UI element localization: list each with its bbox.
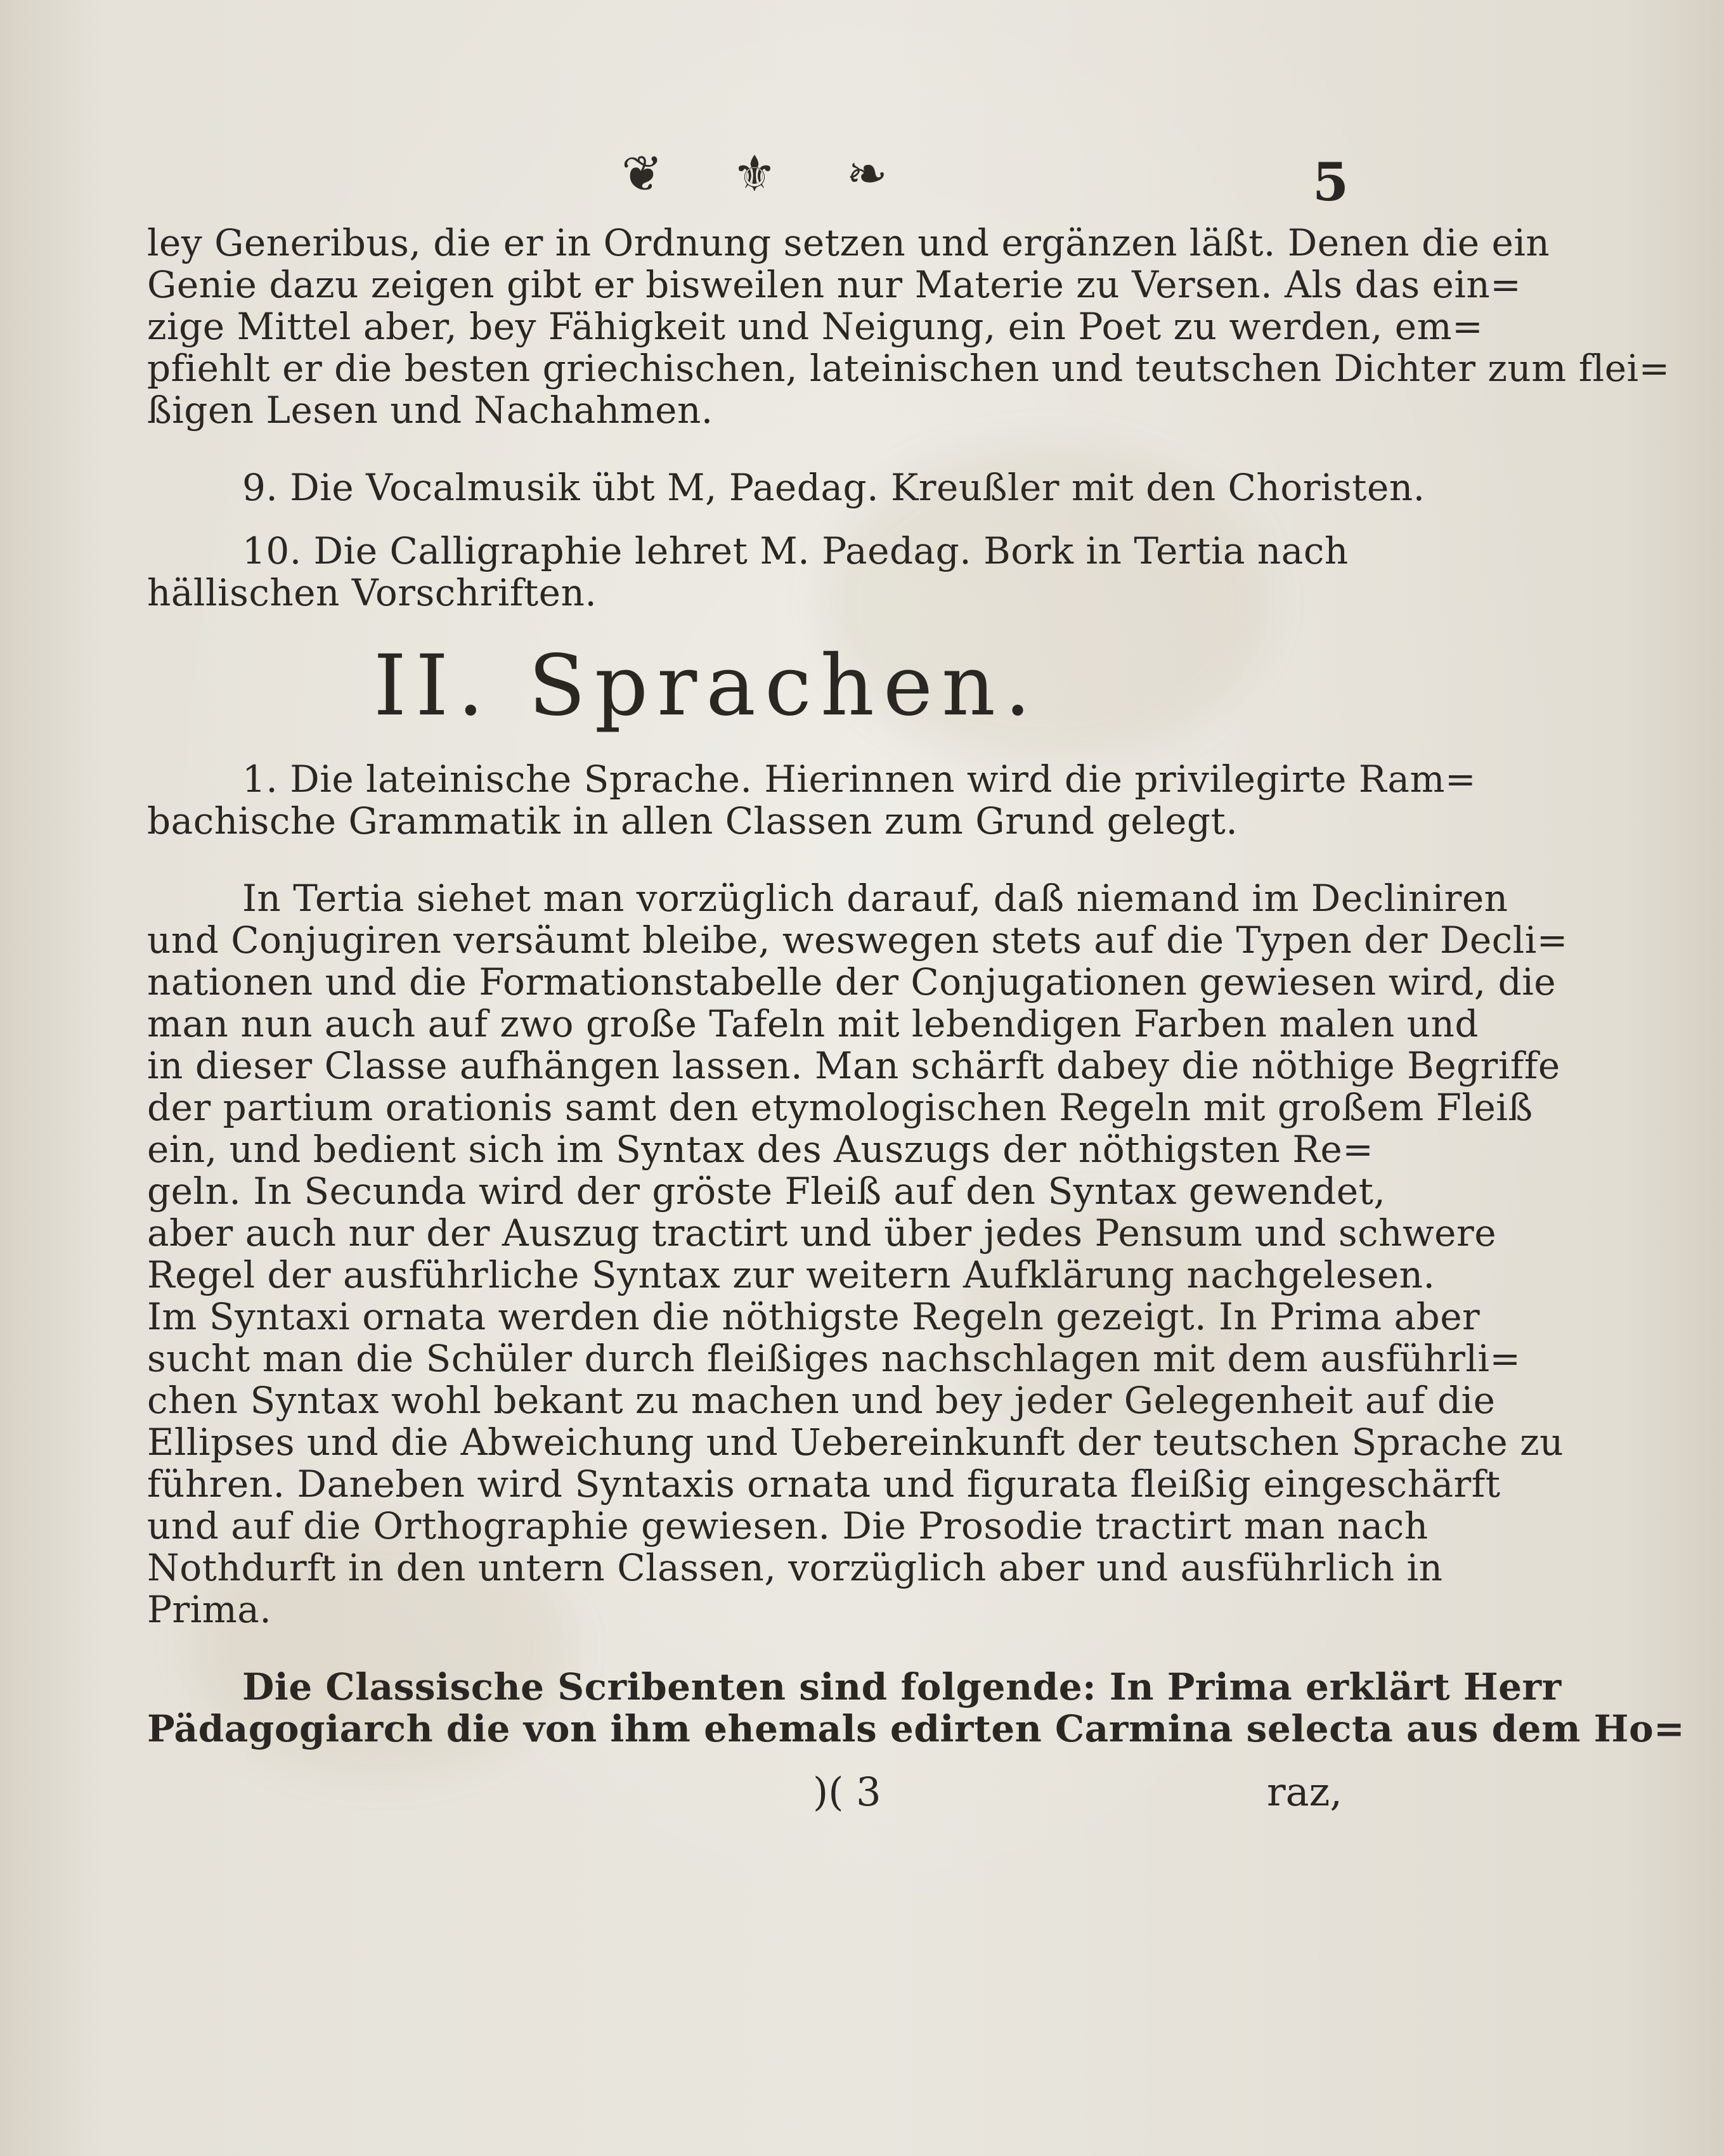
text-line: 9. Die Vocalmusik übt M, Paedag. Kreußler mit den Choristen. bbox=[242, 466, 1425, 509]
text-line: in dieser Classe aufhängen lassen. Man schärft dabey die nöthige Begriffe bbox=[147, 1044, 1560, 1087]
catchword: raz, bbox=[1267, 1769, 1342, 1815]
section-heading: II. Sprachen. bbox=[373, 637, 1040, 735]
text-line: Im Syntaxi ornata werden die nöthigste Regeln gezeigt. In Prima aber bbox=[147, 1295, 1481, 1338]
text-line: Genie dazu zeigen gibt er bisweilen nur Materie zu Versen. Als das ein= bbox=[147, 263, 1522, 306]
paragraph-calligraphie bbox=[147, 529, 1349, 614]
text-line: bachische Grammatik in allen Classen zum Grund gelegt. bbox=[147, 799, 1238, 842]
text-line: ley Generibus, die er in Ordnung setzen und ergänzen läßt. Denen die ein bbox=[147, 221, 1550, 264]
text-line: führen. Daneben wird Syntaxis ornata und figurata fleißig eingeschärft bbox=[147, 1462, 1501, 1506]
text-line: hällischen Vorschriften. bbox=[147, 571, 597, 614]
text-line: nationen und die Formationstabelle der Conjugationen gewiesen wird, die bbox=[147, 960, 1557, 1004]
text-line: man nun auch auf zwo große Tafeln mit lebendigen Farben malen und bbox=[147, 1002, 1479, 1045]
text-line: Ellipses und die Abweichung und Uebereinkunft der teutschen Sprache zu bbox=[147, 1421, 1564, 1464]
paragraph-tertia bbox=[147, 877, 1568, 1631]
text-line: Regel der ausführliche Syntax zur weitern Aufklärung nachgelesen. bbox=[147, 1253, 1436, 1296]
text-line: und Conjugiren versäumt bleibe, weswegen stets auf die Typen der Decli= bbox=[147, 919, 1568, 962]
page-header bbox=[0, 139, 1724, 216]
text-line: und auf die Orthographie gewiesen. Die Prosodie tractirt man nach bbox=[147, 1504, 1429, 1547]
body-text bbox=[147, 221, 1685, 1750]
text-line: pfiehlt er die besten griechischen, lateinischen und teutschen Dichter zum flei= bbox=[147, 347, 1670, 390]
text-line: der partium orationis samt den etymologischen Regeln mit großem Fleiß bbox=[147, 1086, 1533, 1129]
page-number: 5 bbox=[1312, 152, 1349, 213]
text-line: chen Syntax wohl bekant zu machen und bey jeder Gelegenheit auf die bbox=[147, 1379, 1496, 1422]
text-line: ßigen Lesen und Nachahmen. bbox=[147, 389, 713, 432]
leaf-ornament-icon: ❦ bbox=[621, 146, 663, 203]
text-line: aber auch nur der Auszug tractirt und über jedes Pensum und schwere bbox=[147, 1211, 1497, 1255]
leaf-ornament-icon: ❧ bbox=[846, 146, 888, 203]
text-line: geln. In Secunda wird der gröste Fleiß auf den Syntax gewendet, bbox=[147, 1170, 1386, 1213]
text-line: In Tertia siehet man vorzüglich darauf, daß niemand im Decliniren bbox=[242, 877, 1508, 920]
text-line: Prima. bbox=[147, 1588, 272, 1631]
text-line: Nothdurft in den untern Classen, vorzüglich aber und ausführlich in bbox=[147, 1546, 1443, 1589]
fleur-de-lis-icon: ⚜ bbox=[732, 146, 777, 203]
signature-mark: )( 3 bbox=[813, 1769, 881, 1815]
text-line: Die Classische Scribenten sind folgende: In Prima erklärt Herr bbox=[242, 1665, 1562, 1708]
paragraph-classische-scribenten bbox=[147, 1665, 1685, 1750]
text-line: Pädagogiarch die von ihm ehemals edirten Carmina selecta aus dem Ho= bbox=[147, 1707, 1685, 1750]
header-ornament bbox=[621, 139, 888, 209]
paragraph-vocalmusik bbox=[147, 466, 1425, 509]
text-line: 10. Die Calligraphie lehret M. Paedag. Bork in Tertia nach bbox=[242, 529, 1349, 572]
paragraph-lateinische-sprache bbox=[147, 758, 1477, 842]
page-footer bbox=[147, 1769, 1342, 1826]
text-line: sucht man die Schüler durch fleißiges nachschlagen mit dem ausführli= bbox=[147, 1337, 1521, 1380]
text-line: ein, und bedient sich im Syntax des Auszugs der nöthigsten Re= bbox=[147, 1128, 1374, 1171]
paragraph-1 bbox=[147, 221, 1670, 432]
text-line: zige Mittel aber, bey Fähigkeit und Neigung, ein Poet zu werden, em= bbox=[147, 305, 1484, 348]
text-line: 1. Die lateinische Sprache. Hierinnen wird die privilegirte Ram= bbox=[242, 758, 1477, 801]
